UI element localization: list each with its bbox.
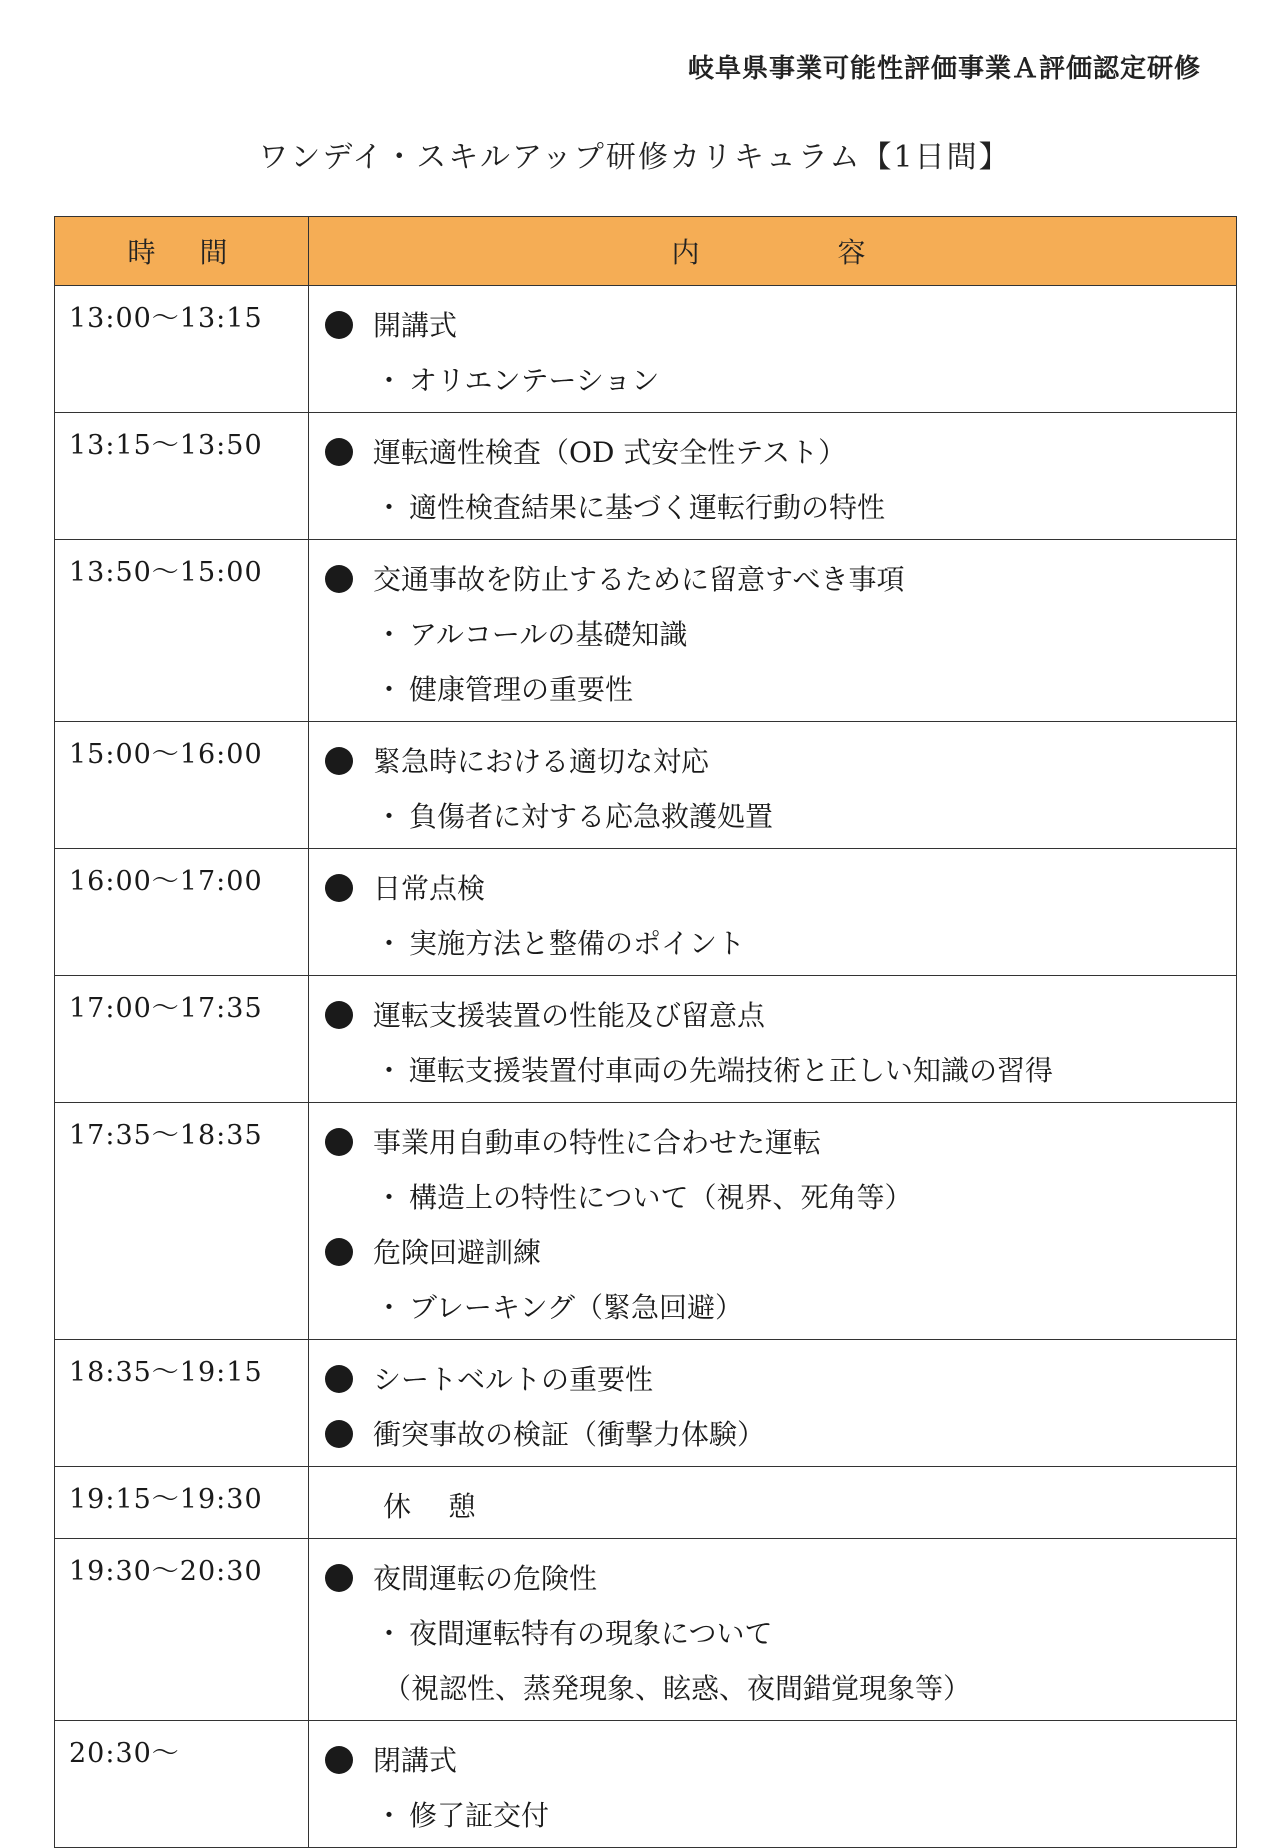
- time-cell: 19:30〜20:30: [55, 1539, 309, 1721]
- sub-item: [325, 607, 1228, 662]
- bullet-icon: [325, 1365, 353, 1393]
- item-text: 衝突事故の検証（衝撃力体験）: [373, 1418, 766, 1451]
- content-cell: [309, 976, 1237, 1103]
- main-item: [325, 734, 1228, 789]
- table-header-row: [55, 217, 1237, 286]
- item-text: 危険回避訓練: [373, 1236, 542, 1269]
- time-cell: 17:00〜17:35: [55, 976, 309, 1103]
- bullet-icon: [325, 438, 353, 466]
- item-text: 夜間運転の危険性: [373, 1562, 598, 1595]
- table-row: [55, 540, 1237, 722]
- table-row: [55, 722, 1237, 849]
- item-text: 運転支援装置付車両の先端技術と正しい知識の習得: [409, 1054, 1054, 1087]
- sub-item: [325, 789, 1228, 844]
- sub-item: [325, 1606, 1228, 1661]
- table-row: [55, 286, 1237, 413]
- bullet-icon: [325, 747, 353, 775]
- main-item: [325, 552, 1228, 607]
- content-cell: [309, 540, 1237, 722]
- item-text: （視認性、蒸発現象、眩惑、夜間錯覚現象等）: [383, 1672, 972, 1705]
- middle-dot-icon: ・: [375, 1291, 404, 1324]
- item-text: 事業用自動車の特性に合わせた運転: [373, 1126, 822, 1159]
- middle-dot-icon: ・: [375, 673, 404, 706]
- main-item: [325, 861, 1228, 916]
- table-row: [55, 413, 1237, 540]
- item-text: 修了証交付: [409, 1799, 550, 1832]
- content-header-char-2: 容: [837, 236, 874, 269]
- time-cell: 18:35〜19:15: [55, 1340, 309, 1467]
- item-text: ブレーキング（緊急回避）: [409, 1291, 744, 1324]
- middle-dot-icon: ・: [375, 1181, 404, 1214]
- item-text: シートベルトの重要性: [373, 1363, 654, 1396]
- main-item: [325, 1352, 1228, 1407]
- item-text: 夜間運転特有の現象について: [409, 1617, 773, 1650]
- item-text: オリエンテーション: [409, 364, 660, 397]
- content-cell: [309, 413, 1237, 540]
- bullet-icon: [325, 1238, 353, 1266]
- curriculum-table: [54, 216, 1237, 1848]
- bullet-icon: [325, 874, 353, 902]
- item-text: 実施方法と整備のポイント: [409, 927, 746, 960]
- item-text: 日常点検: [373, 872, 486, 905]
- middle-dot-icon: ・: [375, 800, 404, 833]
- time-column-header: 時 間: [55, 217, 309, 286]
- table-row: [55, 976, 1237, 1103]
- main-item: [325, 1551, 1228, 1606]
- table-row: [55, 1539, 1237, 1721]
- sub-item: [325, 662, 1228, 717]
- middle-dot-icon: ・: [375, 618, 404, 651]
- bullet-icon: [325, 1746, 353, 1774]
- bullet-icon: [325, 565, 353, 593]
- time-cell: 13:15〜13:50: [55, 413, 309, 540]
- main-item: [325, 298, 1228, 353]
- middle-dot-icon: ・: [375, 491, 404, 524]
- sub-item: [325, 1788, 1228, 1843]
- time-cell: 16:00〜17:00: [55, 849, 309, 976]
- item-text: 交通事故を防止するために留意すべき事項: [373, 563, 905, 596]
- middle-dot-icon: ・: [375, 927, 404, 960]
- main-item: [325, 1733, 1228, 1788]
- bullet-icon: [325, 1001, 353, 1029]
- table-row: [55, 1340, 1237, 1467]
- content-cell: [309, 1103, 1237, 1340]
- item-text: 閉講式: [373, 1744, 458, 1777]
- item-text: 開講式: [373, 309, 458, 342]
- content-cell: [309, 1467, 1237, 1539]
- bullet-icon: [325, 1564, 353, 1592]
- sub-item: [325, 480, 1228, 535]
- content-cell: [309, 722, 1237, 849]
- middle-dot-icon: ・: [375, 364, 404, 397]
- item-text: 適性検査結果に基づく運転行動の特性: [409, 491, 886, 524]
- content-cell: [309, 849, 1237, 976]
- content-column-header: [309, 217, 1237, 286]
- item-text: 運転適性検査（OD 式安全性テスト）: [373, 436, 847, 469]
- middle-dot-icon: ・: [375, 1617, 404, 1650]
- sub-item: [325, 353, 1228, 408]
- schedule-body: [55, 286, 1237, 1848]
- item-text: 緊急時における適切な対応: [373, 745, 710, 778]
- content-cell: [309, 286, 1237, 413]
- content-cell: [309, 1340, 1237, 1467]
- note-item: [325, 1661, 1228, 1716]
- break-item: [325, 1479, 1228, 1534]
- item-text: 健康管理の重要性: [409, 673, 634, 706]
- main-item: [325, 1407, 1228, 1462]
- sub-item: [325, 1043, 1228, 1098]
- item-text: 運転支援装置の性能及び留意点: [373, 999, 766, 1032]
- organization-header: 岐阜県事業可能性評価事業Ａ評価認定研修: [687, 54, 1201, 84]
- bullet-icon: [325, 1420, 353, 1448]
- content-cell: [309, 1539, 1237, 1721]
- time-cell: 19:15〜19:30: [55, 1467, 309, 1539]
- middle-dot-icon: ・: [375, 1054, 404, 1087]
- middle-dot-icon: ・: [375, 1799, 404, 1832]
- content-header-char-1: 内: [671, 236, 708, 269]
- time-cell: 17:35〜18:35: [55, 1103, 309, 1340]
- main-item: [325, 988, 1228, 1043]
- table-row: [55, 1103, 1237, 1340]
- main-item: [325, 1225, 1228, 1280]
- bullet-icon: [325, 311, 353, 339]
- time-cell: 20:30〜: [55, 1721, 309, 1848]
- item-text: アルコールの基礎知識: [409, 618, 688, 651]
- time-cell: 15:00〜16:00: [55, 722, 309, 849]
- main-item: [325, 1115, 1228, 1170]
- sub-item: [325, 1170, 1228, 1225]
- table-row: [55, 849, 1237, 976]
- bullet-icon: [325, 1128, 353, 1156]
- time-cell: 13:00〜13:15: [55, 286, 309, 413]
- table-row: [55, 1467, 1237, 1539]
- time-cell: 13:50〜15:00: [55, 540, 309, 722]
- table-row: [55, 1721, 1237, 1848]
- sub-item: [325, 916, 1228, 971]
- content-cell: [309, 1721, 1237, 1848]
- item-text: 負傷者に対する応急救護処置: [409, 800, 774, 833]
- sub-item: [325, 1280, 1228, 1335]
- main-item: [325, 425, 1228, 480]
- item-text: 構造上の特性について（視界、死角等）: [409, 1181, 913, 1214]
- item-text: 休 憩: [383, 1490, 490, 1523]
- document-title: ワンデイ・スキルアップ研修カリキュラム【1日間】: [258, 140, 1011, 175]
